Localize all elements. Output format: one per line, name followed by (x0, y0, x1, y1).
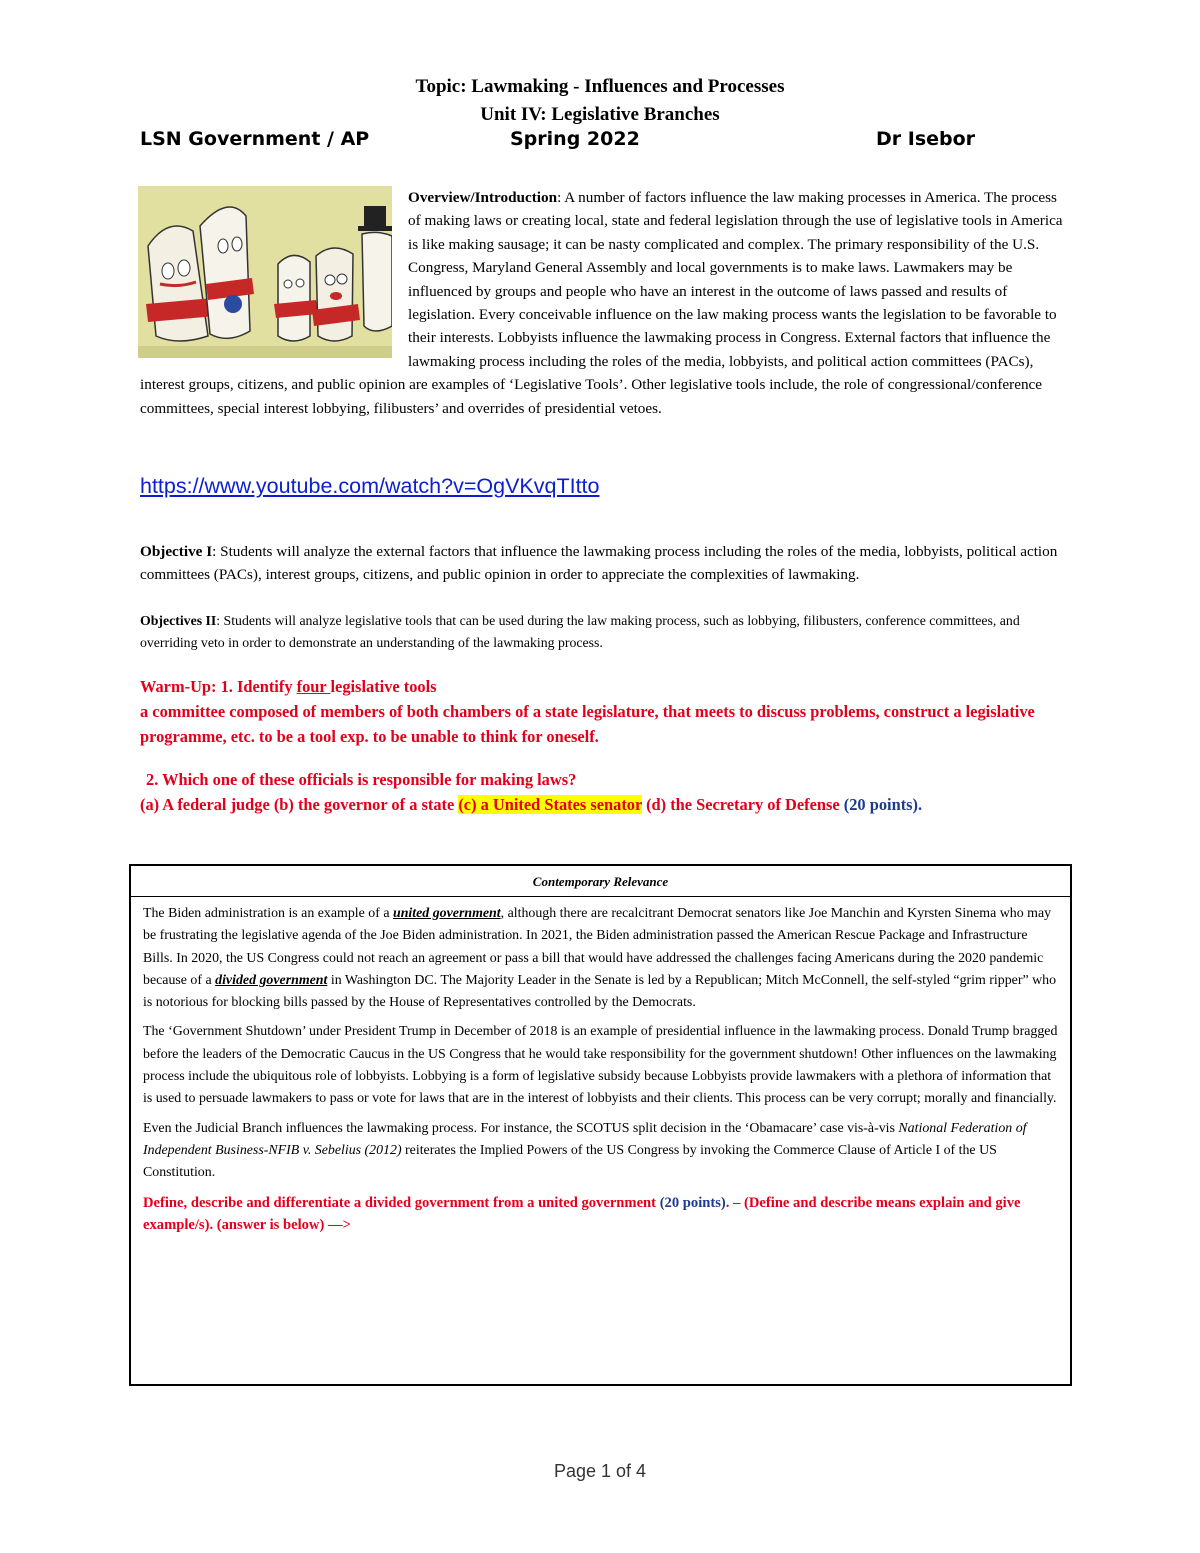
highlighted-answer: (c) a United States senator (458, 795, 642, 814)
warmup-question-2-options (140, 792, 1070, 817)
overview-text: : A number of factors influence the law making processes in America. The process of making laws or creating local, state and federal legislation through the use of legislative tools in America is like making sausage; it can be nasty complicated and complex. The primary responsibility of the U.S. Congress, Maryland General Assembly and local governments is to make laws. Lawmakers may be influenced by groups and people who have an interest in the outcome of laws passed and results of legislation. Every conceivable influence on the law making process wants the legislation to be favorable to their interests. Lobbyists influence the lawmaking process in Congress. External factors that influence the lawmaking process including the roles of the media, lobbyists, and political action committees (PACs), interest groups, citizens, and public opinion are examples of ‘Legislative Tools’. Other legislative tools include, the role of congressional/conference committees, special interest lobbying, filibusters’ and overrides of presidential vetoes. (140, 189, 1063, 417)
points-close: points). (865, 795, 923, 814)
relevance-body (131, 897, 1070, 1236)
page-number: Page 1 of 4 (553, 1461, 647, 1481)
relevance-paragraph-1 (143, 903, 1058, 1014)
term: Spring 2022 (510, 128, 640, 150)
warmup-question-2: 2. Which one of these officials is responsible for making laws? (146, 770, 577, 789)
overview-label: Overview/Introduction (408, 189, 558, 206)
task-text-a: Define, describe and differentiate a divided government from a united government (143, 1194, 660, 1211)
points-value: 20 (849, 795, 866, 814)
term-united-government: united government (392, 906, 501, 921)
unit-title: Unit IV: Legislative Branches (480, 104, 720, 125)
warmup-q1-prefix: Warm-Up: 1. Identify (140, 677, 297, 696)
contemporary-relevance-box (129, 864, 1072, 1386)
topic-title: Topic: Lawmaking - Influences and Processes (415, 76, 785, 97)
p1-text-a: The Biden administration is an example of a (143, 906, 393, 921)
warmup-q1-emphasis: four (296, 677, 331, 696)
p3-text-a: Even the Judicial Branch influences the lawmaking process. For instance, the SCOTUS split decision in the ‘Obamacare’ case vis-à-vis (143, 1120, 899, 1136)
course-name: LSN Government / AP (140, 128, 370, 150)
objective-1 (140, 540, 1070, 586)
warmup-q1-suffix: legislative tools (330, 677, 437, 696)
course-header (140, 128, 990, 156)
task-text-b: . – (Define and describe means explain and give example/s). (answer is below) —> (143, 1194, 1021, 1233)
objective-1-text: : Students will analyze the external factors that influence the lawmaking process including the roles of the media, lobbyists, political action committees (PACs), interest groups, citizens, and public opinion in order to appreciate the complexities of lawmaking. (140, 543, 1058, 584)
warmup-question-1 (140, 674, 1070, 699)
objective-2-label: Objectives II (140, 613, 217, 628)
case-citation: National Federation of Independent Business-NFIB v. Sebelius (2012) (143, 1120, 1027, 1158)
term-divided-government: divided government (215, 972, 328, 988)
objective-1-label: Objective I (140, 543, 213, 560)
relevance-task (143, 1192, 1058, 1237)
relevance-heading: Contemporary Relevance (131, 866, 1070, 897)
p3-text-b: reiterates the Implied Powers of the US Congress by invoking the Commerce Clause of Article I of the US Constitution. (143, 1142, 997, 1181)
relevance-paragraph-2: The ‘Government Shutdown’ under President Trump in December of 2018 is an example of presidential influence in the lawmaking process. Donald Trump bragged before the leaders of the Democratic Caucus in the US Congress that he would take responsibility for the government shutdown! Other influences on the lawmaking process include the ubiquitous role of lobbyists. Lobbying is a form of legislative subsidy because Lobbyists provide lawmakers with a plethora of information that is used to persuade lawmakers to pass or vote for laws that are in the interest of lobbyists and their clients. This process can be very corrupt; morally and financially. (143, 1024, 1058, 1107)
warmup-answer-1: a committee composed of members of both chambers of a state legislature, that meets to discuss problems, construct a legislative programme, etc. to be a tool exp. to be unable to think for oneself. (140, 702, 1035, 746)
objective-2 (140, 610, 1070, 653)
warmup-section (140, 674, 1070, 749)
youtube-link[interactable]: https://www.youtube.com/watch?v=OgVKvqTItto (140, 474, 600, 498)
options-a: (a) A federal judge (b) the governor of a state (140, 795, 459, 814)
options-b: (d) the Secretary of Defense (641, 795, 844, 814)
points-open: ( (843, 795, 850, 814)
objective-2-text: : Students will analyze legislative tools that can be used during the law making process, such as lobbying, filibusters, conference committees, and overriding veto in order to demonstrate an understanding of the lawmaking process. (140, 613, 1020, 650)
relevance-paragraph-3 (143, 1118, 1058, 1185)
warmup-question-2-section (140, 767, 1070, 817)
task-points: (20 points) (659, 1194, 726, 1211)
overview-paragraph (140, 186, 1064, 420)
p1-text-b: , although there are recalcitrant Democrat senators like Joe Manchin and Kyrsten Sinema who may be frustrating the legislative agenda of the Joe Biden administration. In 2021, the Biden administration passed the American Rescue Package and Infrastructure Bills. In 2020, the US Congress could not reach an agreement or pass a bill that would have addressed the challenges facing Americans during the 2020 pandemic because of a (143, 906, 1052, 988)
instructor: Dr Isebor (876, 128, 976, 150)
p1-text-c: in Washington DC. The Majority Leader in the Senate is led by a Republican; Mitch McConnell, the self-styled “grim ripper” who is notorious for blocking bills passed by the House of Representatives controlled by the Democrats. (143, 972, 1057, 1011)
